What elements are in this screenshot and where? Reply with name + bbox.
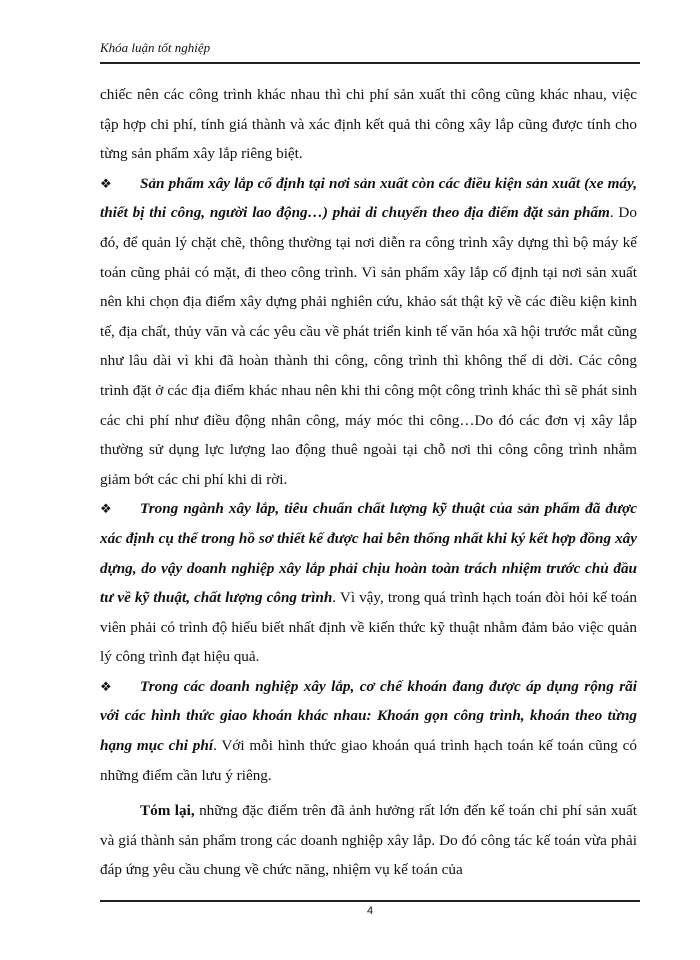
diamond-bullet-icon: ❖: [100, 175, 112, 191]
diamond-bullet-icon: ❖: [100, 501, 112, 517]
paragraph-text: . Do đó, để quản lý chặt chẽ, thông thường tại nơi diễn ra công trình xây dựng thì bộ máy kế toán cũng phải có mặt, đi theo công trình. Vì sản phẩm xây lắp cố định tại nơi sản xuất nên khi chọn địa điểm xây dựng phải nghiên cứu, khảo sát thật kỹ về các điều kiện kinh tế, địa chất, thủy văn và các yêu cầu về phát triển kinh tế văn hóa xã hội trước mắt cũng như lâu dài vì khi đã hoàn thành thi công, công trình thì không thể di dời. Các công trình đặt ở các địa điểm khác nhau nên khi thi công một công trình khác thì sẽ phát sinh các chi phí như điều động nhân công, máy móc thi công…Do đó các đơn vị xây lắp thường sử dụng lực lượng lao động thuê ngoài tại chỗ nơi thi công công trình nhằm giảm bớt các chi phí khi di rời.: [100, 204, 637, 488]
summary-paragraph: [100, 796, 637, 885]
bullet-paragraph-3: [100, 672, 637, 790]
emphasis-text: Trong các doanh nghiệp xây lắp, cơ chế khoán đang được áp dụng rộng rãi với các hình thức giao khoán khác nhau: Khoán gọn công trình, khoán theo từng hạng mục chi phí: [100, 677, 637, 755]
emphasis-text: Sản phẩm xây lắp cố định tại nơi sản xuất còn các điều kiện sản xuất (xe máy, thiết bị thi công, người lao động…) phải di chuyển theo địa điểm đặt sản phẩm: [100, 174, 637, 222]
emphasis-text: Trong ngành xây lắp, tiêu chuẩn chất lượng kỹ thuật của sản phẩm đã được xác định cụ thể trong hồ sơ thiết kế được hai bên thống nhất khi ký kết hợp đồng xây dựng, do vậy doanh nghiệp xây lắp phải chịu hoàn toàn trách nhiệm trước chủ đầu tư về kỹ thuật, chất lượng công trình: [100, 500, 637, 607]
diamond-bullet-icon: ❖: [100, 678, 112, 694]
summary-lead: Tóm lại,: [140, 802, 195, 820]
running-header: Khóa luận tốt nghiệp: [100, 40, 211, 55]
bullet-paragraph-1: [100, 169, 637, 495]
bullet-paragraph-2: [100, 494, 637, 672]
header-divider: [100, 62, 640, 64]
summary-text: những đặc điểm trên đã ảnh hưởng rất lớn đến kế toán chi phí sản xuất và giá thành sản phẩm trong các doanh nghiệp xây lắp. Do đó công tác kế toán vừa phải đáp ứng yêu cầu chung về chức năng, nhiệm vụ kế toán của: [100, 802, 637, 879]
paragraph-text: . Với mỗi hình thức giao khoán quá trình hạch toán kế toán cũng có những điểm cần lưu ý riêng.: [100, 737, 637, 784]
intro-paragraph: chiếc nên các công trình khác nhau thì chi phí sản xuất thi công cũng khác nhau, việc tập hợp chi phí, tính giá thành và xác định kết quả thi công xây lắp cũng được tính cho từng sản phẩm xây lắp riêng biệt.: [100, 86, 637, 163]
document-body: [100, 80, 637, 885]
footer-divider: [100, 900, 640, 902]
paragraph-text: . Vì vậy, trong quá trình hạch toán đòi hỏi kế toán viên phải có trình độ hiểu biết nhất định về kiến thức kỹ thuật nhằm đảm bảo việc quản lý công trình đạt hiệu quả.: [100, 589, 637, 666]
page-number: 4: [366, 905, 374, 917]
